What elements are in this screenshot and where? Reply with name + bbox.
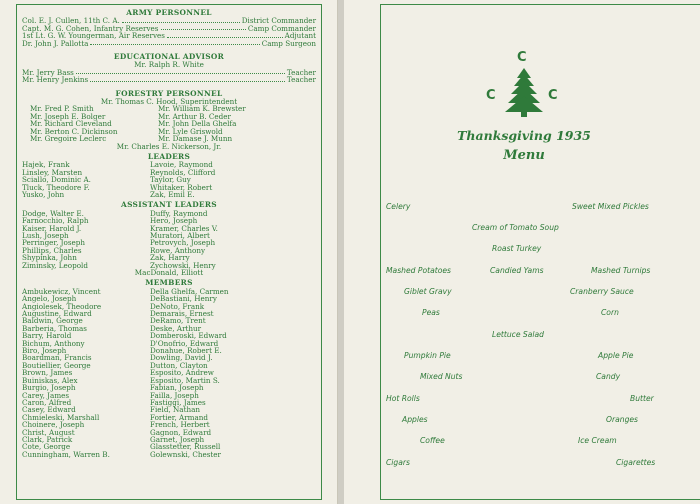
menu-subtitle: Menu [503,148,545,163]
assistant-leader-name: Kramer, Charles V. [150,223,218,233]
menu-item: Sweet Mixed Pickles [572,202,649,211]
menu-item: Oranges [606,415,639,424]
member-name: DeBastiani, Henry [150,294,217,304]
assistant-leader-name: Duffy, Raymond [150,208,208,218]
leader-name: Linsley, Marsten [22,167,83,177]
forestry-superintendent: Mr. Thomas C. Hood, Superintendent [100,97,238,107]
member-name: Baldwin, George [22,316,83,326]
leaders-list [22,161,316,198]
member-name: DeNoto, Frank [150,301,205,311]
menu-item: Mixed Nuts [420,372,463,381]
forestry-name-column [146,105,316,142]
army-row: 1st Lt. G. W. Youngerman, Air Reserves Adjutant [22,31,316,41]
member-name: Burgio, Joseph [22,383,76,393]
assistant-leader-name: Rowe, Anthony [150,245,206,255]
assistant-leader-name: Phillips, Charles [22,245,82,255]
member-name: DeRamo, Trent [150,316,206,326]
menu-title: Thanksgiving 1935 [457,128,591,143]
member-name: Christ, August [22,427,75,437]
member-name: Buiniskas, Alex [22,375,78,385]
member-name: Boardman, Francis [22,353,92,363]
menu-item: Candy [596,372,621,381]
member-name: Gagnon, Edward [150,427,212,437]
assistant-leader-name: Muratori, Albert [150,230,210,240]
member-name: Field, Nathan [150,405,201,415]
army-row: Col. E. J. Cullen, 11th C. A. District Commander [22,16,316,26]
member-name: D'Onofrio, Edward [150,338,219,348]
menu-item: Lettuce Salad [492,330,544,339]
menu-item: Corn [601,308,619,317]
logo-letter-left: C [486,88,496,103]
assistant-leader-name: Petrovych, Joseph [150,238,216,248]
member-name: Fabian, Joseph [150,383,204,393]
menu-item: Mashed Turnips [591,266,651,275]
army-row: Capt. M. G. Cohen, Infantry Reserves Camp Commander [22,23,316,33]
assistant-leader-name: Ziminsky, Leopold [22,260,88,270]
menu-item: Butter [630,394,654,403]
assistant-leader-name: Kaiser, Harold J. [22,223,82,233]
educational-advisor-heading: EDUCATIONAL ADVISOR [113,52,225,62]
menu-item: Cigars [386,458,410,467]
leader-name: Lavoie, Raymond [150,160,213,170]
assistant-leader-name: Perringer, Joseph [22,238,86,248]
logo-letter-right: C [548,88,558,103]
member-name: Esposito, Andrew [150,368,214,378]
forestry-name: Mr. Arthur B. Ceder [158,111,231,121]
ccc-logo [486,50,562,120]
menu-item: Coffee [420,436,445,445]
members-list [22,288,316,458]
member-name: Clark, Patrick [22,434,73,444]
assistant-leader-name: Dodge, Walter E. [22,208,84,218]
leader-name: Reynolds, Clifford [150,167,216,177]
member-name: Carey, James [22,390,70,400]
member-name: Dowling, David J. [150,353,213,363]
member-name-column [22,288,150,458]
leader-name: Sciallo, Dominic A. [22,175,91,185]
leaders-heading: LEADERS [147,151,191,161]
menu-item: Hot Rolls [386,394,420,403]
member-name: French, Herbert [150,420,210,430]
leader-name: Hajek, Frank [22,160,70,170]
member-name: Brown, James [22,368,73,378]
personnel-roster [22,6,316,458]
member-name-column [150,288,316,458]
member-name: Cote, George [22,442,71,452]
menu-item: Apple Pie [598,351,634,360]
member-name: Augustine, Edward [22,309,92,319]
member-name: Choinere, Joseph [22,420,85,430]
member-name: Angiolesek, Theodore [22,301,102,311]
assistant-leaders-heading: ASSISTANT LEADERS [121,200,217,210]
forestry-personnel-list [22,105,316,142]
member-name: Boutiellier, George [22,360,91,370]
member-name: Barry, Harold [22,331,72,341]
member-name: Ambukewicz, Vincent [22,286,101,296]
forestry-personnel-heading: FORESTRY PERSONNEL [115,88,223,98]
member-name: Bichum, Anthony [22,338,85,348]
member-name: Garnet, Joseph [150,434,205,444]
leader-name: Yusko, John [22,189,65,199]
forestry-name: Mr. William K. Brewster [158,104,246,114]
leader-name-column [22,161,150,198]
forestry-name: Mr. Damase J. Munn [158,134,233,144]
member-name: Domberoski, Edward [150,331,227,341]
menu-item: Candied Yams [490,266,544,275]
forestry-name: Mr. Gregoire Leclerc [30,134,107,144]
member-name: Glasstetter, Russell [150,442,221,452]
assistant-leader-name: Farnocchio, Ralph [22,216,89,226]
assistant-leader-name: Hero, Joseph [150,216,198,226]
leader-name: Tluck, Theodore F. [22,182,90,192]
army-row: Dr. John J. Pallotta Camp Surgeon [22,38,316,48]
menu-item: Pumpkin Pie [404,351,451,360]
member-name: Golewnski, Chester [150,449,221,459]
logo-letter-top: C [517,50,527,65]
pine-tree-icon [504,68,544,118]
member-name: Angelo, Joseph [22,294,77,304]
forestry-name: Mr. Lyle Griswold [158,126,223,136]
menu-item: Cranberry Sauce [570,287,634,296]
leader-name: Whitaker, Robert [150,182,213,192]
member-name: Donahue, Robert E. [150,346,222,356]
member-name: Dutton, Clayton [150,360,208,370]
member-name: Demarais, Ernest [150,309,214,319]
right-page [344,0,700,504]
member-name: Caron, Alfred [22,397,72,407]
menu-item: Peas [422,308,440,317]
member-name: Esposito, Martin S. [150,375,220,385]
forestry-name: Mr. Joseph E. Bolger [30,111,106,121]
teacher-list [22,69,316,84]
menu-item: Mashed Potatoes [386,266,451,275]
member-name: Fortier, Armand [150,412,208,422]
educational-advisor-name: Mr. Ralph R. White [134,60,204,70]
member-name: Failla, Joseph [150,390,199,400]
menu-item: Giblet Gravy [404,287,452,296]
assistant-leader-name: Zak, Harry [150,253,190,263]
menu-item: Celery [386,202,411,211]
forestry-last-name: Mr. Charles E. Nickerson, Jr. [116,141,222,151]
assistant-leader-name: Lush, Joseph [22,230,69,240]
leader-name: Zak, Emil E. [150,189,195,199]
members-heading: MEMBERS [145,278,193,288]
forestry-name: Mr. Richard Cleveland [30,119,112,129]
army-personnel-list [22,17,316,47]
leader-name-column [150,161,316,198]
teacher-row: Mr. Henry Jenkins Teacher [22,75,316,85]
left-page [0,0,338,504]
member-name: Fastiggi, James [150,397,206,407]
forestry-name-column [22,105,146,142]
forestry-name: Mr. John Della Ghelfa [158,119,237,129]
menu-item: Apples [402,415,428,424]
menu-item: Roast Turkey [492,244,542,253]
member-name: Cunningham, Warren B. [22,449,110,459]
teacher-row: Mr. Jerry Bass Teacher [22,67,316,77]
assistant-leader-name: Shypinka, John [22,253,77,263]
member-name: Della Ghelfa, Carmen [150,286,229,296]
forestry-name: Mr. Berton C. Dickinson [30,126,118,136]
menu-item: Cream of Tomato Soup [472,223,559,232]
member-name: Deske, Arthur [150,323,202,333]
assistant-leader-name: Zychowski, Henry [150,260,216,270]
member-name: Biro, Joseph [22,346,67,356]
member-name: Chmieleski, Marshall [22,412,100,422]
assistant-leader-last-name: MacDonald, Elliott [134,268,204,277]
assistant-leader-name-column [150,210,316,269]
leader-name: Taylor, Guy [150,175,191,185]
assistant-leader-name-column [22,210,150,269]
member-name: Barberia, Thomas [22,323,87,333]
forestry-name: Mr. Fred P. Smith [30,104,94,114]
member-name: Casey, Edward [22,405,76,415]
army-personnel-heading: ARMY PERSONNEL [126,8,212,17]
menu-item: Ice Cream [578,436,617,445]
menu-item: Cigarettes [616,458,656,467]
assistant-leaders-list [22,210,316,269]
